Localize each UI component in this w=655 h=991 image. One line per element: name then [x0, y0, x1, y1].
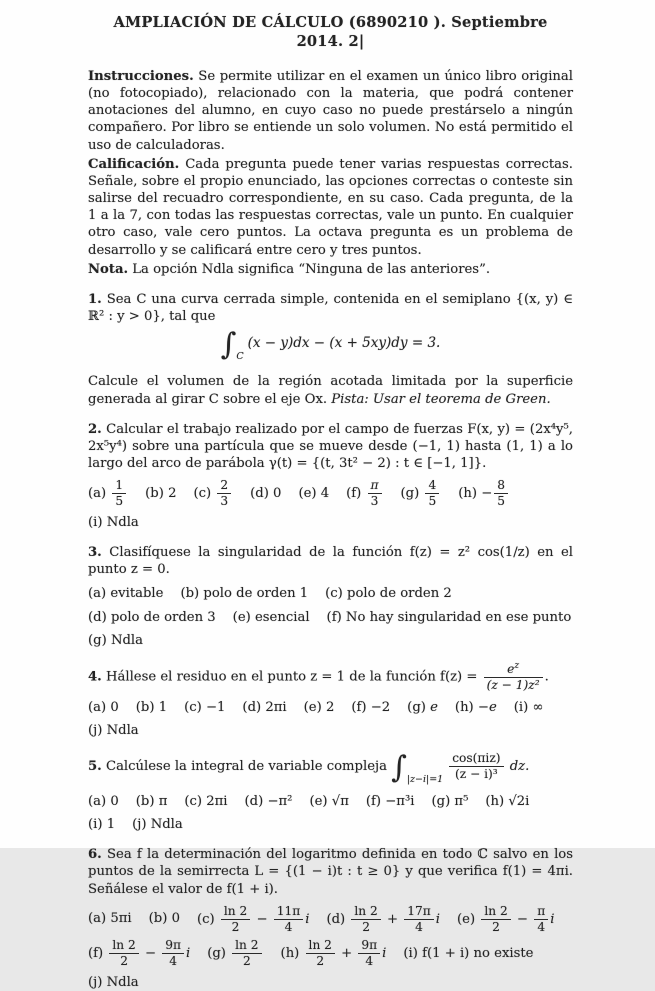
option: (b) polo de orden 1: [180, 586, 309, 602]
question-text: Calcule el volumen de la región acotada limitada por la superficie generada al girar C sobre el eje Ox.: [88, 374, 573, 407]
option: (i) 1: [88, 817, 116, 833]
fraction: $\frac{\ln 2}{2}$: [232, 939, 261, 968]
grading-paragraph: [88, 156, 573, 259]
fraction: $\frac{\ln 2}{2}$: [351, 905, 380, 934]
q1-display-formula: [88, 327, 573, 363]
question-number: 4.: [88, 669, 102, 685]
fraction: $\frac{2}{3}$: [217, 479, 231, 508]
option: (d) $\frac{\ln 2}{2}$ + $\frac{17\pi}{4}$ i: [326, 903, 441, 934]
q4-options: [88, 699, 573, 739]
integral-icon: ∫: [220, 327, 237, 363]
instructions-label: Instrucciones.: [88, 68, 194, 84]
fraction: $\frac{9\pi}{4}$: [358, 939, 380, 968]
option: (g) Ndla: [88, 632, 143, 648]
question-text: Sea C una curva cerrada simple, contenida en el semiplano {(x, y) ∈ ℝ² : y > 0}, tal que: [88, 291, 573, 324]
integrand: (x − y)dx − (x + 5xy)dy = 3.: [247, 335, 441, 352]
question-number: 1.: [88, 291, 102, 307]
option: (c) $\frac{\ln 2}{2}$ − $\frac{11\pi}{4}$ i: [196, 903, 310, 934]
fraction: $\frac{\ln 2}{2}$: [109, 939, 138, 968]
option: (i) ∞: [513, 699, 544, 715]
question-4: 4. Hállese el residuo en el punto z = 1 de la función f(z) = $\frac{e^z}{\text{(z − 1)z²}}$ . (a) 0 (b) 1 (c) −1 (d) 2πi (e) 2 (f) −2 (g) e (h) −e (i) ∞ (j) Ndla: [88, 662, 573, 739]
fraction: $\frac{9\pi}{4}$: [162, 939, 184, 968]
q5-options: [88, 793, 573, 833]
fraction: $\frac{e^z}{\text{(z − 1)z²}}$: [484, 662, 543, 692]
option: (f) $\frac{\pi}{3}$: [346, 479, 383, 508]
option: (i) Ndla: [88, 514, 139, 530]
option: (d) 0: [250, 485, 282, 501]
note-label: Nota.: [88, 261, 129, 277]
question-text: Clasifíquese la singularidad de la función f(z) = z² cos(1/z) en el punto z = 0.: [88, 545, 573, 578]
option: (b) 0: [148, 911, 180, 927]
option: (c) −1: [184, 699, 226, 715]
option: (h) $\frac{\ln 2}{2}$ + $\frac{9\pi}{4}$ i: [280, 938, 387, 969]
question-6: [88, 846, 573, 991]
fraction: $\frac{11\pi}{4}$: [274, 905, 304, 934]
fraction: $\frac{\ln 2}{2}$: [221, 905, 250, 934]
option: (e) esencial: [232, 609, 310, 625]
instructions-paragraph: [88, 68, 573, 154]
option: (j) Ndla: [132, 817, 183, 833]
option: (d) polo de orden 3: [88, 609, 216, 625]
option: (a) evitable: [88, 586, 164, 602]
note-text: La opción Ndla significa “Ninguna de las anteriores”.: [132, 261, 491, 277]
integral-icon: ∫: [391, 749, 407, 785]
fraction: $\frac{8}{5}$: [494, 479, 508, 508]
option: (b) 1: [135, 699, 168, 715]
option: (h) − $\frac{8}{5}$: [458, 479, 510, 508]
question-text: Hállese el residuo en el punto z = 1 de la función f(z) =: [105, 669, 478, 685]
fraction: $\frac{4}{5}$: [425, 479, 439, 508]
q6-options: [88, 905, 573, 991]
option: (c) 2πi: [184, 793, 228, 809]
question-3: [88, 544, 573, 649]
option: (g) π⁵: [431, 793, 469, 809]
instructions-text: Se permite utilizar en el examen un único libro original (no fotocopiado), relacionado con la materia, que podrá contener anotaciones del alumno, en cuyo caso no puede prestárselo a ningún compañero. Por libro se entiende un solo volumen. No está permitido el uso de calculadoras.: [88, 68, 573, 153]
option: (f) −π³i: [365, 793, 415, 809]
option: (g) $\frac{4}{5}$: [401, 479, 442, 508]
question-1: [88, 291, 573, 408]
option: (g) e: [407, 699, 438, 715]
q1-hint: Pista: Usar el teorema de Green.: [331, 391, 551, 407]
option: (f) $\frac{\ln 2}{2}$ − $\frac{9\pi}{4}$ i: [88, 938, 191, 969]
option: (h) −e: [454, 699, 497, 715]
integral-subscript: C: [236, 351, 244, 363]
option: (h) √2i: [485, 793, 530, 809]
question-text: Calcular el trabajo realizado por el campo de fuerzas F(x, y) = (2x⁴y⁵, 2x⁵y⁴) sobre una partícula que se mueve desde (−1, 1) hasta (1, 1) a lo largo del arco de parábola γ(t) = {(t, 3t² − 2) : t ∈ [−1, 1]}.: [88, 421, 573, 472]
fraction: $\frac{17\pi}{4}$: [404, 905, 434, 934]
option: (i) f(1 + i) no existe: [403, 946, 534, 962]
option: (b) π: [135, 793, 168, 809]
option: (j) Ndla: [88, 722, 139, 738]
option: (a) $\frac{1}{5}$: [88, 479, 128, 508]
option: (f) −2: [351, 699, 391, 715]
fraction: $\frac{\pi}{4}$: [534, 905, 548, 934]
option: (e) 4: [298, 485, 330, 501]
fraction: $\frac{\ln 2}{2}$: [481, 905, 510, 934]
note-paragraph: [88, 261, 573, 278]
question-5: [88, 749, 573, 833]
question-number: 3.: [88, 545, 102, 561]
page-title: AMPLIACIÓN DE CÁLCULO (6890210 ). Septiembre 2014. 2|: [113, 14, 548, 50]
question-text: Calcúlese la integral de variable compleja: [105, 758, 387, 774]
question-2: [88, 421, 573, 531]
option: (e) $\frac{\ln 2}{2}$ − $\frac{\pi}{4}$ i: [457, 903, 555, 934]
option: (b) 2: [145, 485, 177, 501]
option: (a) 0: [88, 699, 119, 715]
grading-text: Cada pregunta puede tener varias respuestas correctas. Señale, sobre el propio enunciado, las opciones correctas o conteste sin salirse del recuadro correspondiente, en su caso. Cada pregunta, de la 1 a la 7, con todas las respuestas correctas, vale un punto. En cualquier otro caso, vale cero puntos. La octava pregunta es un problema de desarrollo y se calificará entre cero y tres puntos.: [88, 156, 573, 258]
option: (e) 2: [303, 699, 335, 715]
question-text: Sea f la determinación del logaritmo definida en todo ℂ salvo en los puntos de la semirrecta L = {(1 − i)t : t ≥ 0} y que verifica f(1) = 4πi. Señálese el valor de f(1 + i).: [88, 847, 573, 897]
option: (e) √π: [309, 793, 349, 809]
option: (g) $\frac{\ln 2}{2}$: [207, 939, 263, 968]
option: (a) 0: [88, 793, 119, 809]
option: (c) polo de orden 2: [325, 586, 452, 602]
option: (d) 2πi: [242, 699, 287, 715]
grading-label: Calificación.: [88, 156, 180, 172]
question-number: 6.: [88, 847, 102, 863]
differential: dz.: [509, 758, 530, 774]
q2-options: [88, 479, 573, 531]
option: (f) No hay singularidad en ese punto: [326, 609, 572, 625]
fraction: $\frac{1}{5}$: [112, 479, 126, 508]
option: (a) 5πi: [88, 911, 132, 927]
fraction: $\frac{\pi}{3}$: [368, 479, 382, 508]
option: (j) Ndla: [88, 975, 139, 990]
fraction: $\frac{\ln 2}{2}$: [306, 939, 335, 968]
fraction: $\frac{\text{cos(πiz)}}{\text{(z − i)³}}$: [449, 752, 503, 781]
integral-subscript: |z−i|=1: [406, 773, 444, 785]
q3-options: [88, 585, 573, 648]
option: (d) −π²: [244, 793, 293, 809]
question-number: 2.: [88, 421, 102, 437]
option: (c) $\frac{2}{3}$: [193, 479, 233, 508]
question-number: 5.: [88, 758, 102, 774]
